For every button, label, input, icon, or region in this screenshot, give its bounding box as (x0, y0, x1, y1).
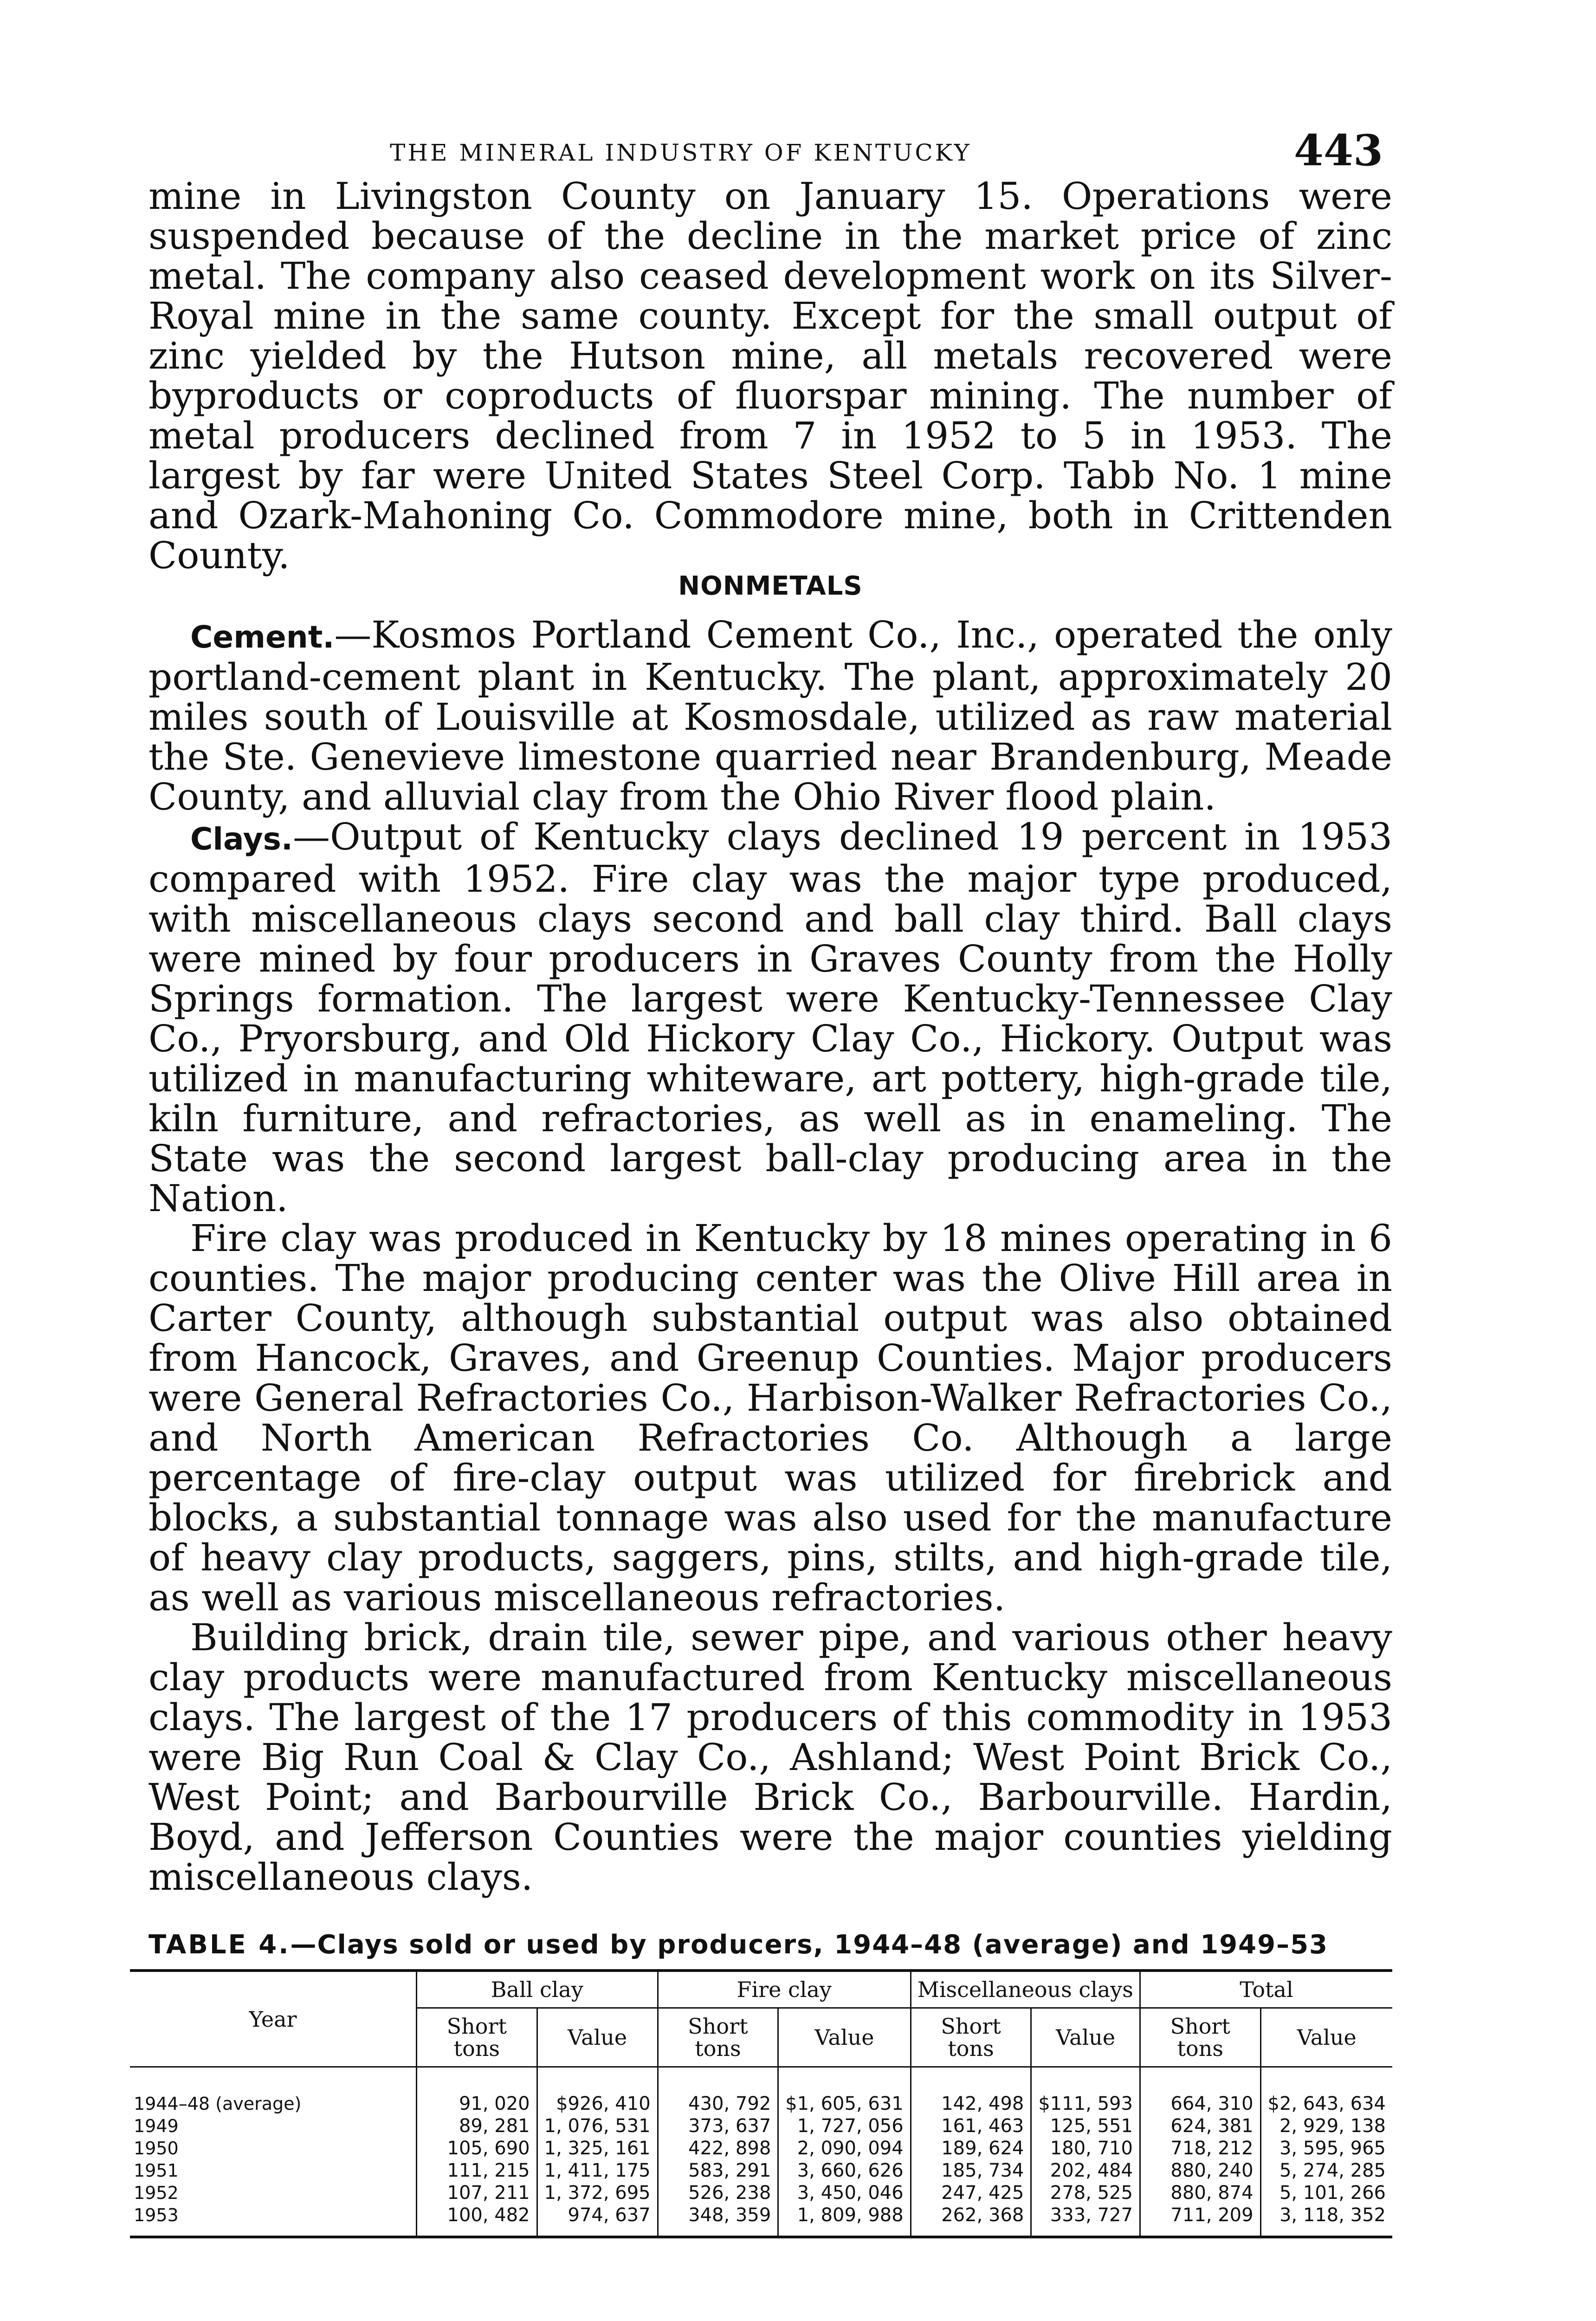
row-year: 1949 (134, 2116, 179, 2136)
table-row (130, 2137, 1392, 2159)
cell: $2, 643, 634 (1260, 2067, 1392, 2115)
group-header-miscellaneous-clays: Miscellaneous clays (911, 1971, 1140, 2008)
cell: 624, 381 (1140, 2115, 1260, 2137)
clays-lead: Clays. (190, 821, 293, 857)
row-year: 1952 (134, 2183, 179, 2203)
cell: 142, 498 (911, 2067, 1031, 2115)
cell: 430, 792 (658, 2067, 778, 2115)
clays-table (130, 1969, 1392, 2238)
sub-header-short-tons: Short tons (658, 2008, 778, 2067)
cell: 3, 450, 046 (778, 2182, 911, 2204)
cell: $926, 410 (537, 2067, 658, 2115)
cell: 5, 101, 266 (1260, 2182, 1392, 2204)
cell: 100, 482 (417, 2204, 537, 2237)
cell: 526, 238 (658, 2182, 778, 2204)
sub-header-short-tons: Short tons (911, 2008, 1031, 2067)
cell: 3, 118, 352 (1260, 2204, 1392, 2237)
cell: 262, 368 (911, 2204, 1031, 2237)
cell: 111, 215 (417, 2159, 537, 2182)
sub-header-value: Value (1031, 2008, 1140, 2067)
cell: 974, 637 (537, 2204, 658, 2237)
paragraph-metals-continued: mine in Livingston County on January 15. Operations were suspended because of the decline in the market price of zinc metal. The company also ceased development work on its Silver-Royal mine in the same county. Except for the small output of zinc yielded by the Hutson mine, all metals recovered were byproducts or coproducts of fluorspar mining. The number of metal producers declined from 7 in 1952 to 5 in 1953. The largest by far were United States Steel Corp. Tabb No. 1 mine and Ozark-Mahoning Co. Commodore mine, both in Crittenden County. (149, 175, 1392, 577)
sub-header-short-tons: Short tons (417, 2008, 537, 2067)
table-row (130, 2159, 1392, 2182)
cell: 125, 551 (1031, 2115, 1140, 2137)
cell: $111, 593 (1031, 2067, 1140, 2115)
section-heading-nonmetals: NONMETALS (678, 571, 863, 601)
cell: 583, 291 (658, 2159, 778, 2182)
running-title: THE MINERAL INDUSTRY OF KENTUCKY (390, 139, 972, 166)
cell: 2, 090, 094 (778, 2137, 911, 2159)
year-column-header: Year (130, 1971, 417, 2067)
table-row (130, 2204, 1392, 2237)
group-header-fire-clay: Fire clay (658, 1971, 911, 2008)
table-caption: —Clays sold or used by producers, 1944–48 (average) and 1949–53 (290, 1930, 1329, 1960)
cell: 718, 212 (1140, 2137, 1260, 2159)
cement-lead: Cement. (190, 619, 335, 655)
cell: 3, 595, 965 (1260, 2137, 1392, 2159)
row-year: 1950 (134, 2138, 179, 2159)
paragraph-clays (149, 817, 1392, 1219)
sub-header-value: Value (778, 2008, 911, 2067)
running-head (149, 121, 1392, 176)
table-row (130, 2182, 1392, 2204)
cell: 91, 020 (417, 2067, 537, 2115)
cell: 373, 637 (658, 2115, 778, 2137)
cell: 1, 325, 161 (537, 2137, 658, 2159)
cell: 711, 209 (1140, 2204, 1260, 2237)
cell: $1, 605, 631 (778, 2067, 911, 2115)
row-year: 1953 (130, 2204, 417, 2237)
cell: 105, 690 (417, 2137, 537, 2159)
group-header-total: Total (1140, 1971, 1392, 2008)
cell: 1, 076, 531 (537, 2115, 658, 2137)
cell: 202, 484 (1031, 2159, 1140, 2182)
table-row (130, 2067, 1392, 2115)
group-header-ball-clay: Ball clay (417, 1971, 658, 2008)
table-number: TABLE 4. (149, 1930, 291, 1960)
cement-body: —Kosmos Portland Cement Co., Inc., operated the only portland-cement plant in Kentucky. The plant, approximately 20 miles south of Louisville at Kosmosdale, utilized as raw material the Ste. Genevieve limestone quarried near Brandenburg, Meade County, and alluvial clay from the Ohio River flood plain. (149, 613, 1392, 818)
paragraph-fire-clay: Fire clay was produced in Kentucky by 18 mines operating in 6 counties. The major producing center was the Olive Hill area in Carter County, although substantial output was also obtained from Hancock, Graves, and Greenup Counties. Major producers were General Refractories Co., Harbison-Walker Refractories Co., and North American Refractories Co. Although a large percentage of fire-clay output was utilized for firebrick and blocks, a substantial tonnage was also used for the manufacture of heavy clay products, saggers, pins, stilts, and high-grade tile, as well as various miscellaneous refractories. (149, 1217, 1392, 1619)
cell: 1, 372, 695 (537, 2182, 658, 2204)
cell: 180, 710 (1031, 2137, 1140, 2159)
page (134, 121, 1392, 2238)
table-row (130, 2115, 1392, 2137)
paragraph-cement (149, 615, 1392, 817)
cell: 880, 874 (1140, 2182, 1260, 2204)
cell: 247, 425 (911, 2182, 1031, 2204)
cell: 189, 624 (911, 2137, 1031, 2159)
clays-body: —Output of Kentucky clays declined 19 percent in 1953 compared with 1952. Fire clay was the major type produced, with miscellaneous clays second and ball clay third. Ball clays were mined by four producers in Graves County from the Holly Springs formation. The largest were Kentucky-Tennessee Clay Co., Pryorsburg, and Old Hickory Clay Co., Hickory. Output was utilized in manufacturing whiteware, art pottery, high-grade tile, kiln furniture, and refractories, as well as in enameling. The State was the second largest ball-clay producing area in the Nation. (149, 815, 1392, 1220)
cell: 2, 929, 138 (1260, 2115, 1392, 2137)
cell: 185, 734 (911, 2159, 1031, 2182)
table-title (149, 1930, 1392, 1960)
sub-header-value: Value (1260, 2008, 1392, 2067)
cell: 1, 411, 175 (537, 2159, 658, 2182)
sub-header-value: Value (537, 2008, 658, 2067)
cell: 3, 660, 626 (778, 2159, 911, 2182)
page-number: 443 (1293, 125, 1383, 175)
cell: 107, 211 (417, 2182, 537, 2204)
cell: 422, 898 (658, 2137, 778, 2159)
cell: 880, 240 (1140, 2159, 1260, 2182)
cell: 278, 525 (1031, 2182, 1140, 2204)
cell: 664, 310 (1140, 2067, 1260, 2115)
cell: 161, 463 (911, 2115, 1031, 2137)
cell: 333, 727 (1031, 2204, 1140, 2237)
paragraph-building-brick: Building brick, drain tile, sewer pipe, and various other heavy clay products were manufactured from Kentucky miscellaneous clays. The largest of the 17 producers of this commodity in 1953 were Big Run Coal & Clay Co., Ashland; West Point Brick Co., West Point; and Barbourville Brick Co., Barbourville. Hardin, Boyd, and Jefferson Counties were the major counties yielding miscellaneous clays. (149, 1616, 1392, 1899)
row-year: 1944–48 (average) (134, 2094, 302, 2114)
cell: 5, 274, 285 (1260, 2159, 1392, 2182)
cell: 348, 359 (658, 2204, 778, 2237)
cell: 1, 727, 056 (778, 2115, 911, 2137)
row-year: 1951 (134, 2160, 179, 2181)
table-group-header-row (130, 1971, 1392, 2008)
cell: 1, 809, 988 (778, 2204, 911, 2237)
cell: 89, 281 (417, 2115, 537, 2137)
sub-header-short-tons: Short tons (1140, 2008, 1260, 2067)
